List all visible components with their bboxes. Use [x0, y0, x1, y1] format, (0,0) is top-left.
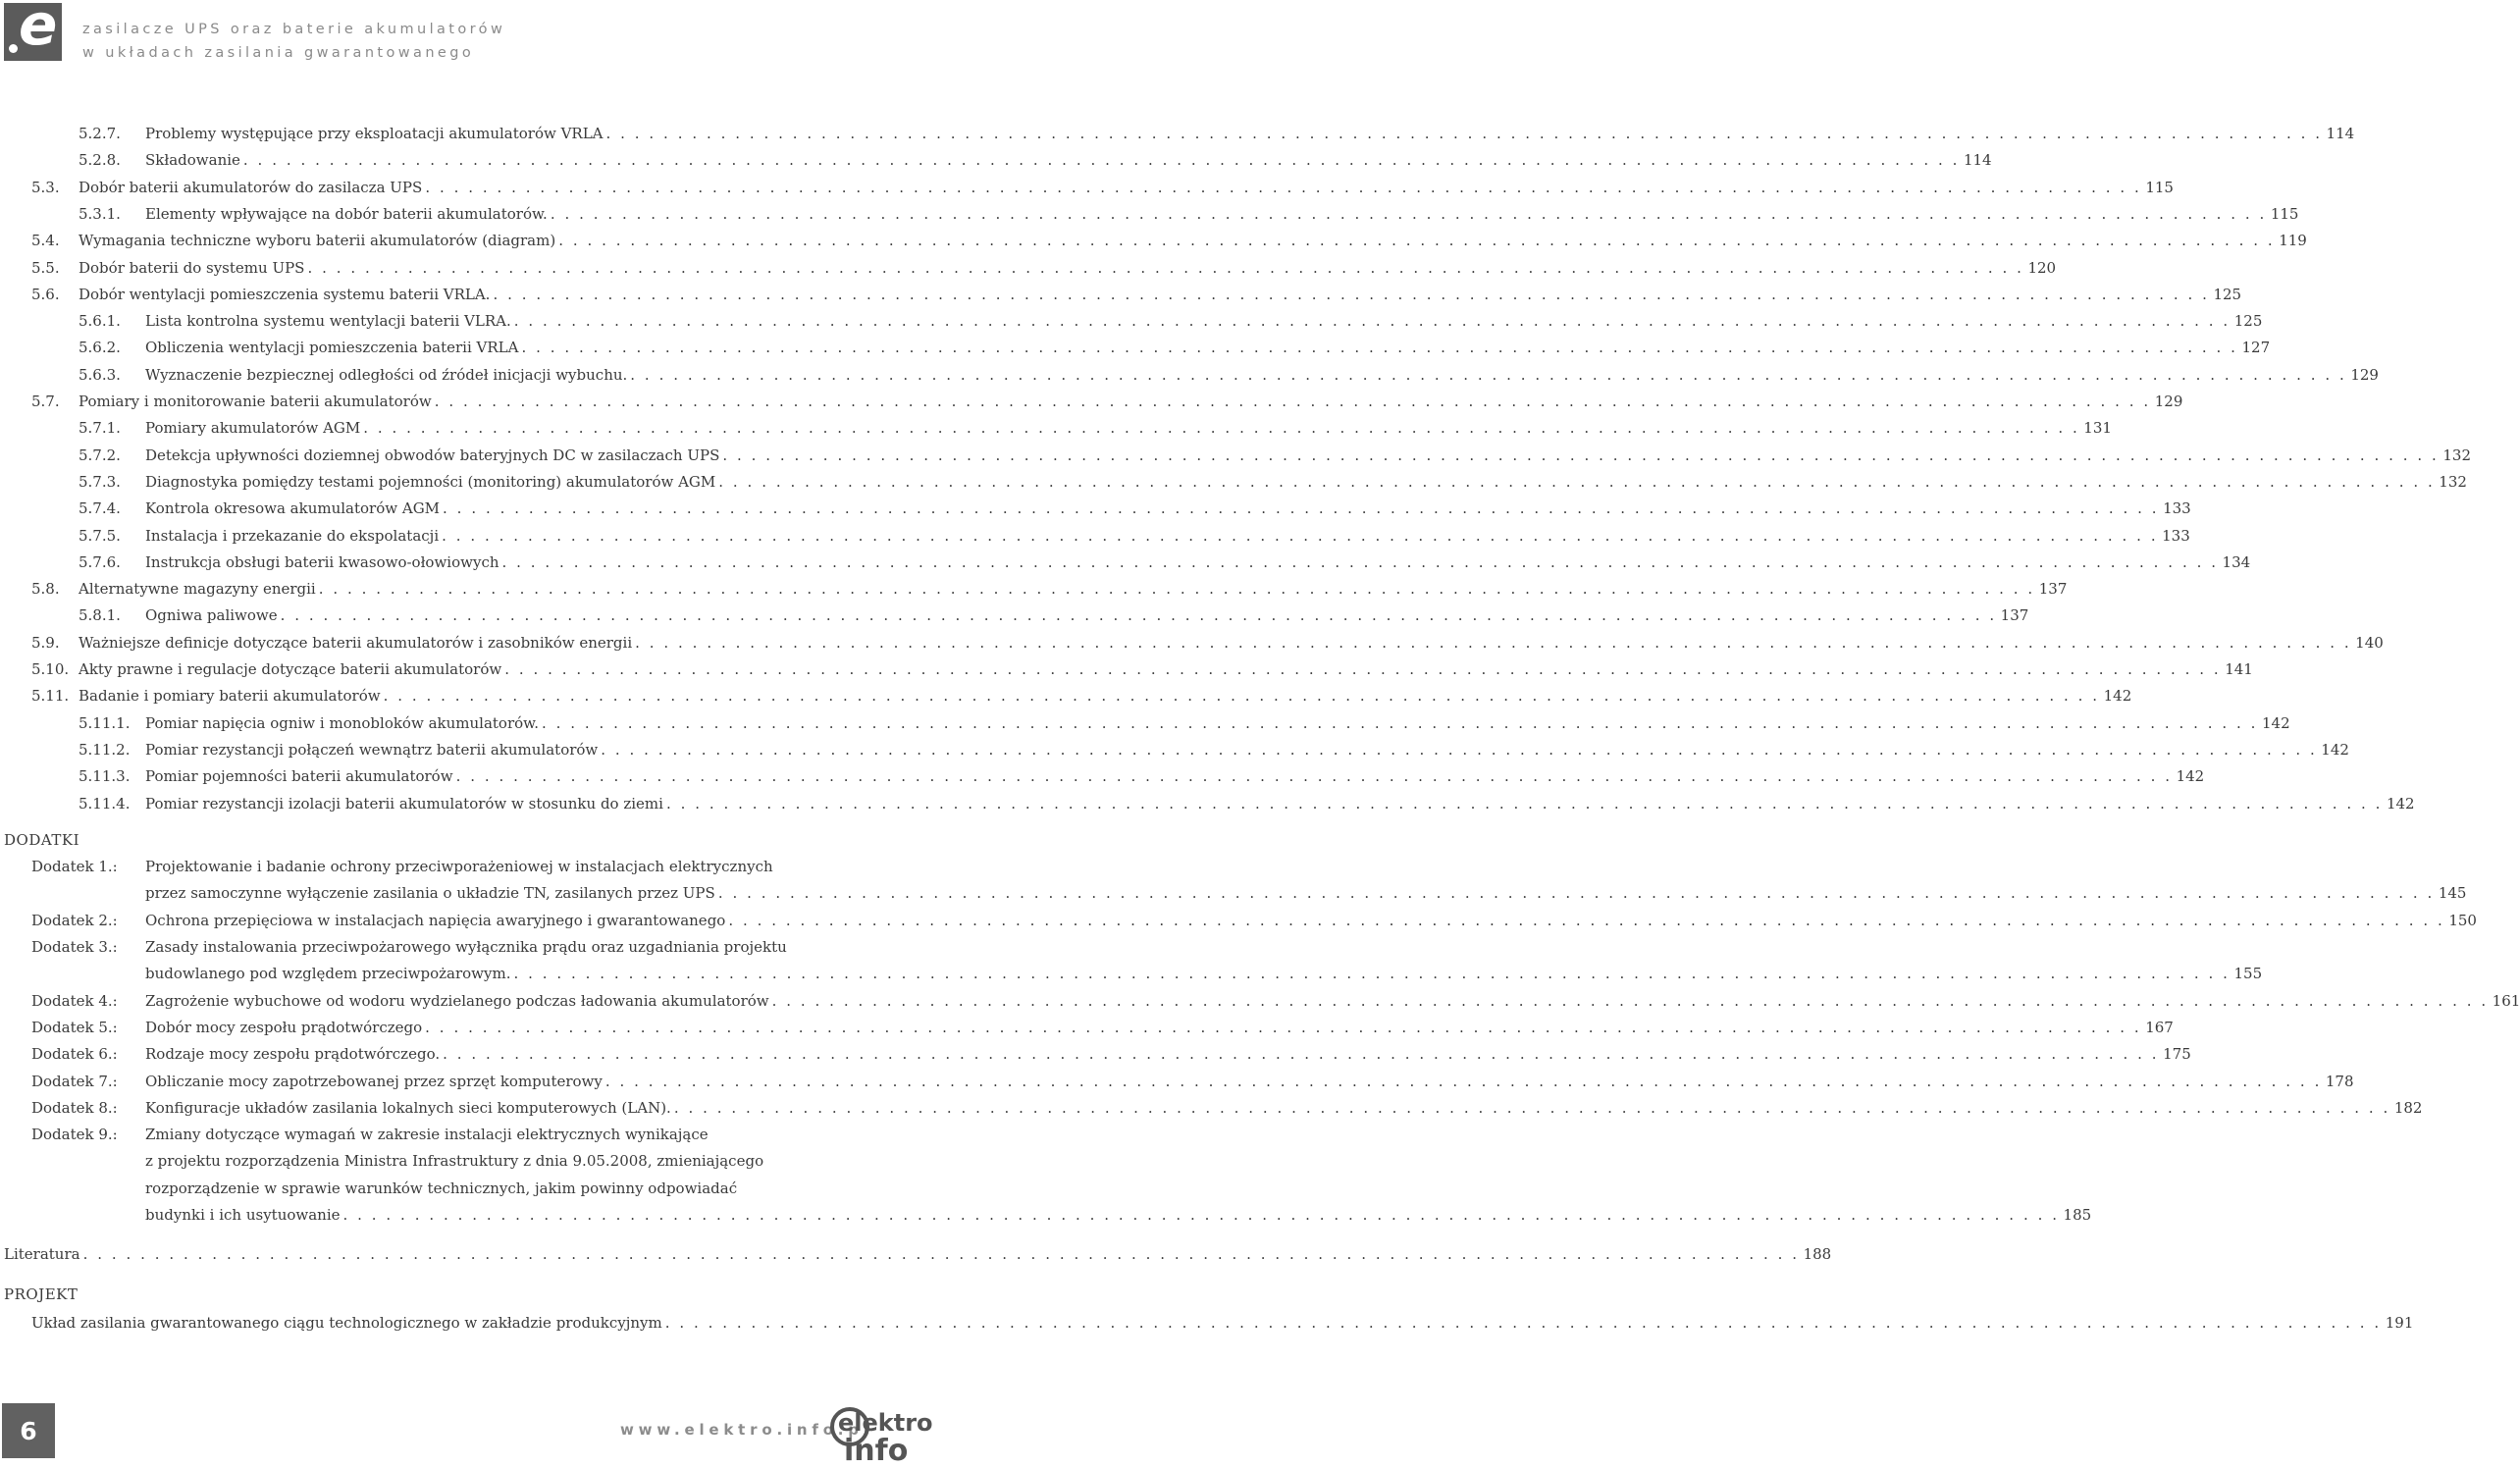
- dot-leader: . . . . . . . . . . . . . . . . . . . . . . . . . . . . . . . . . . . . . . . . . . . . . . . . . . . . . . . . . . . . . . . . . . . . . . . . . . . . . . . . . . . . . . . . . . . . . . . . . . . . . . . . . . . . . . . . . . . . . . . .: [558, 232, 2276, 250]
- dot-leader: . . . . . . . . . . . . . . . . . . . . . . . . . . . . . . . . . . . . . . . . . . . . . . . . . . . . . . . . . . . . . . . . . . . . . . . . . . . . . . . . . . . . . . . . . . . . . . . . . . . . . . . . . . . . . . . . . . . . . . . .: [318, 580, 2035, 599]
- entry-line: [79, 633, 2384, 653]
- dot-leader: . . . . . . . . . . . . . . . . . . . . . . . . . . . . . . . . . . . . . . . . . . . . . . . . . . . . . . . . . . . . . . . . . . . . . . . . . . . . . . . . . . . . . . . . . . . . . . . . . . . . . . . . . . . . . . . . . . . . . . . .: [307, 258, 2024, 277]
- entry-title: Wyznaczenie bezpiecznej odległości od źródeł inicjacji wybuchu.: [145, 365, 628, 384]
- entry-page: 167: [2145, 1018, 2174, 1036]
- toc-entry: [0, 311, 2263, 331]
- toc-entry: [0, 258, 2057, 278]
- toc-entry: [0, 579, 2068, 599]
- dot-leader: . . . . . . . . . . . . . . . . . . . . . . . . . . . . . . . . . . . . . . . . . . . . . . . . . . . . . . . . . . . . . . . . . . . . . . . . . . . . . . . . . . . . . . . . . . . . . . . . . . . . . . . . . . . . . . . . . . . . . . . .: [493, 285, 2210, 303]
- toc-entry: [0, 552, 2251, 572]
- entry-page: 145: [2438, 884, 2467, 903]
- appendix-label: Dodatek 6.:: [31, 1045, 118, 1064]
- entry-title: Obliczanie mocy zapotrzebowanej przez sprzęt komputerowy: [145, 1072, 603, 1090]
- dot-leader: . . . . . . . . . . . . . . . . . . . . . . . . . . . . . . . . . . . . . . . . . . . . . . . . . . . . . . . . . . . . . . . . . . . . . . . . . . . . . . . . . . . . . . . . . . . . . . . . . . . . . . . . . . . . . . . . . . . . . . . .: [771, 991, 2489, 1010]
- entry-number: 5.7.3.: [79, 472, 121, 491]
- appendix-entry-line: [0, 1072, 2354, 1091]
- appendix-entry-line: [0, 991, 2520, 1011]
- entry-line: [145, 150, 1992, 170]
- entry-title: Dobór baterii do systemu UPS: [79, 258, 305, 277]
- entry-number: 5.8.1.: [79, 606, 121, 625]
- entry-page: 127: [2241, 339, 2271, 357]
- entry-title: budynki i ich usytuowanie: [145, 1206, 341, 1224]
- entry-title: Projektowanie i badanie ochrony przeciwporażeniowej w instalacjach elektrycznych: [145, 858, 773, 876]
- entry-title: Problemy występujące przy eksploatacji akumulatorów VRLA: [145, 125, 604, 142]
- entry-page: 150: [2448, 911, 2477, 929]
- entry-number: 5.7.1.: [79, 419, 121, 438]
- toc-entry: [0, 605, 2029, 625]
- section-heading: PROJEKT: [4, 1284, 79, 1303]
- entry-line: [79, 285, 2242, 304]
- entry-line: [145, 794, 2415, 813]
- entry-page: 141: [2225, 660, 2253, 678]
- toc-entry: [0, 446, 2472, 465]
- toc-entry: [0, 740, 2349, 760]
- dot-leader: . . . . . . . . . . . . . . . . . . . . . . . . . . . . . . . . . . . . . . . . . . . . . . . . . . . . . . . . . . . . . . . . . . . . . . . . . . . . . . . . . . . . . . . . . . . . . . . . . . . . . . . . . . . . . . . . . . . . . . . .: [601, 740, 2318, 759]
- projekt-entry: [0, 1313, 2414, 1333]
- entry-line: [145, 365, 2379, 385]
- toc-entry: [0, 231, 2307, 250]
- page-number-box: [2, 1403, 55, 1458]
- dot-leader: . . . . . . . . . . . . . . . . . . . . . . . . . . . . . . . . . . . . . . . . . . . . . . . . . . . . . . . . . . . . . . . . . . . . . . . . . . . . . . . . . . . . . . . . . . . . . . . . . . . . . . . . . . . . . . . . . . . . . . . .: [550, 204, 2267, 223]
- entry-number: 5.3.1.: [79, 204, 121, 223]
- entry-page: 142: [2103, 687, 2132, 706]
- entry-number: 5.6.3.: [79, 365, 121, 384]
- appendix-label: Dodatek 4.:: [31, 991, 118, 1010]
- entry-title: Dobór mocy zespołu prądotwórczego: [145, 1018, 423, 1036]
- toc-entry: [0, 526, 2190, 546]
- entry-number: 5.11.2.: [79, 740, 131, 759]
- entry-page: 142: [2321, 740, 2349, 759]
- dot-leader: . . . . . . . . . . . . . . . . . . . . . . . . . . . . . . . . . . . . . . . . . . . . . . . . . . . . . . . . . . . . . . . . . . . . . . . . . . . . . . . . . . . . . . . . . . . . . . . . . . . . . . . . . . . . . . . . . . . . . . . .: [504, 660, 2222, 678]
- entry-page: 131: [2083, 419, 2112, 438]
- toc-entry: [0, 392, 2183, 411]
- entry-page: 125: [2233, 312, 2263, 331]
- toc-entry: [0, 178, 2174, 197]
- logo-letter: e: [19, 0, 58, 58]
- dot-leader: . . . . . . . . . . . . . . . . . . . . . . . . . . . . . . . . . . . . . . . . . . . . . . . . . . . . . . . . . . . . . . . . . . . . . . . . . . . . . . . . . . . . . . . . . . . . . . . . . . . . . . . . . . . . . . . . . . . . . . . .: [605, 125, 2323, 142]
- entry-title: rozporządzenie w sprawie warunków technicznych, jakim powinny odpowiadać: [145, 1179, 738, 1197]
- appendix-label: Dodatek 1.:: [31, 858, 118, 876]
- entry-title: Instrukcja obsługi baterii kwasowo-ołowiowych: [145, 552, 499, 571]
- elektro-info-logo: [830, 1399, 942, 1468]
- literatura-entry: [0, 1244, 1832, 1264]
- appendix-entry-line: [0, 1179, 942, 1198]
- appendix-entry-line: [0, 1205, 2092, 1225]
- entry-page: 115: [2270, 204, 2299, 223]
- entry-number: 5.11.: [31, 687, 70, 706]
- entry-title: Ważniejsze definicje dotyczące baterii akumulatorów i zasobników energii: [79, 633, 633, 652]
- entry-line: [145, 964, 2263, 983]
- dot-leader: . . . . . . . . . . . . . . . . . . . . . . . . . . . . . . . . . . . . . . . . . . . . . . . . . . . . . . . . . . . . . . . . . . . . . . . . . . . . . . . . . . . . . . . . . . . . . . . . . . . . . . . . . . . . . . . . . . . . . . . .: [425, 1018, 2142, 1036]
- e-logo: [4, 0, 62, 61]
- entry-line: [145, 740, 2349, 760]
- entry-line: [4, 1244, 1832, 1264]
- entry-page: 132: [2442, 446, 2472, 464]
- entry-page: 114: [1963, 151, 1992, 170]
- toc-entry: [0, 204, 2299, 224]
- entry-title: Ochrona przepięciowa w instalacjach napięcia awaryjnego i gwarantowanego: [145, 911, 726, 929]
- website-url: www.elektro.info.pl: [620, 1421, 873, 1439]
- entry-page: 125: [2213, 285, 2242, 303]
- toc-entry: [0, 659, 2253, 679]
- dot-leader: . . . . . . . . . . . . . . . . . . . . . . . . . . . . . . . . . . . . . . . . . . . . . . . . . . . . . . . . . . . . . . . . . . . . . . . . . . . . . . . . . . . . . . . . . . . . . . . . . . . . . . . . . . . . . . . . . . . . . . . .: [501, 552, 2219, 571]
- entry-title: przez samoczynne wyłączenie zasilania o układzie TN, zasilanych przez UPS: [145, 884, 715, 903]
- page-number: 6: [20, 1416, 37, 1445]
- entry-page: 137: [2000, 606, 2029, 625]
- entry-title: Układ zasilania gwarantowanego ciągu technologicznego w zakładzie produkcyjnym: [31, 1313, 662, 1332]
- dot-leader: . . . . . . . . . . . . . . . . . . . . . . . . . . . . . . . . . . . . . . . . . . . . . . . . . . . . . . . . . . . . . . . . . . . . . . . . . . . . . . . . . . . . . . . . . . . . . . . . . . . . . . . . . . . . . . . . . . . . . . . .: [630, 365, 2347, 384]
- dot-leader: . . . . . . . . . . . . . . . . . . . . . . . . . . . . . . . . . . . . . . . . . . . . . . . . . . . . . . . . . . . . . . . . . . . . . . . . . . . . . . . . . . . . . . . . . . . . . . . . . . . . . . . . . . . . . . . . . . . . . . . .: [541, 713, 2258, 732]
- dot-leader: . . . . . . . . . . . . . . . . . . . . . . . . . . . . . . . . . . . . . . . . . . . . . . . . . . . . . . . . . . . . . . . . . . . . . . . . . . . . . . . . . . . . . . . . . . . . . . . . . . . . . . . . . . . . . . . . . . . . . . . .: [521, 339, 2238, 357]
- entry-number: 5.2.7.: [79, 125, 121, 142]
- dot-leader: . . . . . . . . . . . . . . . . . . . . . . . . . . . . . . . . . . . . . . . . . . . . . . . . . . . . . . . . . . . . . . . . . . . . . . . . . . . . . . . . . . . . . . . . . . . . . . . . . . . . . . . . . . . . . . . . . . . . . . . .: [455, 767, 2173, 786]
- toc-entry: [0, 472, 2467, 492]
- entry-title: Dobór wentylacji pomieszczenia systemu baterii VRLA.: [79, 285, 491, 303]
- dot-leader: . . . . . . . . . . . . . . . . . . . . . . . . . . . . . . . . . . . . . . . . . . . . . . . . . . . . . . . . . . . . . . . . . . . . . . . . . . . . . . . . . . . . . . . . . . . . . . . . . . . . . . . . . . . . . . . . . . . . . . . .: [664, 1313, 2382, 1332]
- entry-title: Pomiary i monitorowanie baterii akumulatorów: [79, 393, 432, 410]
- entry-title: Zasady instalowania przeciwpożarowego wyłącznika prądu oraz uzgadniania projektu: [145, 938, 787, 956]
- appendix-entry-line: [0, 1044, 2191, 1064]
- entry-title: Zagrożenie wybuchowe od wodoru wydzielanego podczas ładowania akumulatorów: [145, 991, 769, 1010]
- appendix-label: Dodatek 7.:: [31, 1072, 118, 1090]
- entry-line: [145, 338, 2271, 357]
- entry-line: [31, 1313, 2414, 1333]
- entry-number: 5.7.5.: [79, 526, 121, 545]
- entry-title: Konfiguracje układów zasilania lokalnych sieci komputerowych (LAN).: [145, 1098, 671, 1117]
- svg-text:info: info: [844, 1434, 909, 1468]
- entry-title: Ogniwa paliwowe: [145, 606, 278, 625]
- toc-entry: [0, 633, 2384, 653]
- entry-title: budowlanego pod względem przeciwpożarowym.: [145, 965, 511, 983]
- entry-title: Detekcja upływności doziemnej obwodów bateryjnych DC w zasilaczach UPS: [145, 446, 720, 464]
- entry-number: 5.7.2.: [79, 446, 121, 464]
- entry-line: [145, 124, 2355, 143]
- entry-line: [145, 605, 2029, 625]
- dot-leader: . . . . . . . . . . . . . . . . . . . . . . . . . . . . . . . . . . . . . . . . . . . . . . . . . . . . . . . . . . . . . . . . . . . . . . . . . . . . . . . . . . . . . . . . . . . . . . . . . . . . . . . . . . . . . . . . . . . . . . . .: [443, 499, 2160, 518]
- entry-number: 5.8.: [31, 580, 60, 599]
- dot-leader: . . . . . . . . . . . . . . . . . . . . . . . . . . . . . . . . . . . . . . . . . . . . . . . . . . . . . . . . . . . . . . . . . . . . . . . . . . . . . . . . . . . . . . . . . . . . . . . . . . . . . . . . . . . . . . . . . . . . . . . .: [434, 393, 2151, 410]
- toc-entry: [0, 498, 2191, 518]
- entry-line: [145, 1205, 2092, 1225]
- appendix-entry-line: [0, 1018, 2174, 1037]
- entry-line: [145, 1044, 2191, 1064]
- entry-number: 5.7.6.: [79, 552, 121, 571]
- dot-leader: . . . . . . . . . . . . . . . . . . . . . . . . . . . . . . . . . . . . . . . . . . . . . . . . . . . . . . . . . . . . . . . . . . . . . . . . . . . . . . . . . . . . . . . . . . . . . . . . . . . . . . . . . . . . . . . . . . . . . . . .: [425, 178, 2142, 196]
- entry-number: 5.11.3.: [79, 767, 131, 786]
- dodatki-heading-row: [0, 830, 942, 850]
- appendix-entry-line: [0, 883, 2467, 903]
- entry-page: 142: [2262, 713, 2290, 732]
- entry-title: Dobór baterii akumulatorów do zasilacza UPS: [79, 178, 423, 196]
- entry-title: Instalacja i przekazanie do ekspolatacji: [145, 526, 440, 545]
- entry-title: Wymagania techniczne wyboru baterii akumulatorów (diagram): [79, 232, 556, 250]
- entry-title: Elementy wpływające na dobór baterii akumulatorów.: [145, 204, 548, 223]
- appendix-entry-line: [0, 911, 2477, 930]
- entry-page: 142: [2176, 767, 2205, 786]
- entry-title: Pomiar rezystancji połączeń wewnątrz baterii akumulatorów: [145, 740, 599, 759]
- entry-title: Lista kontrolna systemu wentylacji baterii VLRA.: [145, 312, 511, 331]
- appendix-entry-line: [0, 964, 2263, 983]
- entry-page: 161: [2492, 991, 2520, 1010]
- dot-leader: . . . . . . . . . . . . . . . . . . . . . . . . . . . . . . . . . . . . . . . . . . . . . . . . . . . . . . . . . . . . . . . . . . . . . . . . . . . . . . . . . . . . . . . . . . . . . . . . . . . . . . . . . . . . . . . . . . . . . . . .: [242, 151, 1960, 170]
- entry-page: 119: [2279, 232, 2307, 250]
- entry-title: Alternatywne magazyny energii: [79, 580, 316, 599]
- dot-leader: . . . . . . . . . . . . . . . . . . . . . . . . . . . . . . . . . . . . . . . . . . . . . . . . . . . . . . . . . . . . . . . . . . . . . . . . . . . . . . . . . . . . . . . . . . . . . . . . . . . . . . . . . . . . . . . . . . . . . . . .: [280, 606, 1997, 625]
- entry-line: [79, 231, 2307, 250]
- entry-title: Pomiar napięcia ogniw i monobloków akumulatorów.: [145, 713, 539, 732]
- entry-page: 185: [2063, 1206, 2092, 1224]
- entry-title: Akty prawne i regulacje dotyczące baterii akumulatorów: [79, 660, 502, 678]
- dot-leader: . . . . . . . . . . . . . . . . . . . . . . . . . . . . . . . . . . . . . . . . . . . . . . . . . . . . . . . . . . . . . . . . . . . . . . . . . . . . . . . . . . . . . . . . . . . . . . . . . . . . . . . . . . . . . . . . . . . . . . . .: [722, 446, 2440, 464]
- entry-title: Diagnostyka pomiędzy testami pojemności (monitoring) akumulatorów AGM: [145, 472, 716, 491]
- entry-line: [79, 178, 2174, 197]
- toc-entry: [0, 794, 2415, 813]
- dot-leader: . . . . . . . . . . . . . . . . . . . . . . . . . . . . . . . . . . . . . . . . . . . . . . . . . . . . . . . . . . . . . . . . . . . . . . . . . . . . . . . . . . . . . . . . . . . . . . . . . . . . . . . . . . . . . . . . . . . . . . . .: [363, 419, 2080, 438]
- entry-number: 5.9.: [31, 633, 60, 652]
- entry-page: 120: [2027, 258, 2057, 277]
- entry-number: 5.10.: [31, 660, 70, 678]
- entry-line: [145, 1018, 2174, 1037]
- entry-line: [145, 526, 2190, 546]
- entry-line: [79, 686, 2132, 706]
- entry-page: 114: [2326, 125, 2355, 142]
- entry-page: 115: [2145, 178, 2174, 196]
- entry-number: 5.11.4.: [79, 794, 131, 813]
- entry-number: 5.5.: [31, 258, 60, 277]
- entry-page: 188: [1803, 1245, 1832, 1264]
- entry-page: 129: [2350, 365, 2379, 384]
- entry-page: 133: [2162, 526, 2190, 545]
- entry-page: 175: [2163, 1045, 2191, 1064]
- section-heading: DODATKI: [4, 830, 79, 849]
- entry-page: 133: [2163, 499, 2191, 518]
- appendix-label: Dodatek 9.:: [31, 1126, 118, 1144]
- series-title-line-1: zasilacze UPS oraz baterie akumulatorów: [82, 22, 506, 37]
- entry-page: 155: [2233, 965, 2263, 983]
- entry-title: Pomiar pojemności baterii akumulatorów: [145, 767, 453, 786]
- appendix-label: Dodatek 8.:: [31, 1098, 118, 1117]
- logo-dot: [9, 44, 18, 53]
- entry-page: 140: [2355, 633, 2384, 652]
- entry-number: 5.3.: [31, 178, 60, 196]
- entry-number: 5.6.: [31, 285, 60, 303]
- toc-entry: [0, 766, 2205, 786]
- entry-title: Pomiar rezystancji izolacji baterii akumulatorów w stosunku do ziemi: [145, 794, 663, 813]
- entry-line: [145, 204, 2299, 224]
- dot-leader: . . . . . . . . . . . . . . . . . . . . . . . . . . . . . . . . . . . . . . . . . . . . . . . . . . . . . . . . . . . . . . . . . . . . . . . . . . . . . . . . . . . . . . . . . . . . . . . . . . . . . . . . . . . . . . . . . . . . . . . .: [513, 965, 2231, 983]
- entry-number: 5.2.8.: [79, 151, 121, 170]
- entry-line: [145, 446, 2472, 465]
- appendix-entry-line: [0, 1151, 942, 1171]
- toc-entry: [0, 150, 1992, 170]
- toc-entry: [0, 124, 2355, 143]
- entry-page: 134: [2222, 552, 2251, 571]
- dot-leader: . . . . . . . . . . . . . . . . . . . . . . . . . . . . . . . . . . . . . . . . . . . . . . . . . . . . . . . . . . . . . . . . . . . . . . . . . . . . . . . . . . . . . . . . . . . . . . . . . . . . . . . . . . . . . . . . . . . . . . . .: [718, 472, 2436, 491]
- entry-page: 178: [2325, 1072, 2354, 1090]
- entry-title: Badanie i pomiary baterii akumulatorów: [79, 687, 381, 706]
- appendix-entry-line: [0, 937, 942, 957]
- dot-leader: . . . . . . . . . . . . . . . . . . . . . . . . . . . . . . . . . . . . . . . . . . . . . . . . . . . . . . . . . . . . . . . . . . . . . . . . . . . . . . . . . . . . . . . . . . . . . . . . . . . . . . . . . . . . . . . . . . . . . . . .: [673, 1098, 2390, 1117]
- entry-line: [145, 911, 2477, 930]
- entry-title: Pomiary akumulatorów AGM: [145, 419, 361, 438]
- toc-entry: [0, 686, 2132, 706]
- entry-page: 132: [2439, 472, 2467, 491]
- entry-line: [79, 258, 2057, 278]
- toc-entry: [0, 418, 2112, 438]
- entry-page: 137: [2038, 580, 2068, 599]
- dot-leader: . . . . . . . . . . . . . . . . . . . . . . . . . . . . . . . . . . . . . . . . . . . . . . . . . . . . . . . . . . . . . . . . . . . . . . . . . . . . . . . . . . . . . . . . . . . . . . . . . . . . . . . . . . . . . . . . . . . . . . . .: [665, 794, 2383, 813]
- entry-page: 142: [2386, 794, 2415, 813]
- dot-leader: . . . . . . . . . . . . . . . . . . . . . . . . . . . . . . . . . . . . . . . . . . . . . . . . . . . . . . . . . . . . . . . . . . . . . . . . . . . . . . . . . . . . . . . . . . . . . . . . . . . . . . . . . . . . . . . . . . . . . . . .: [442, 526, 2159, 545]
- entry-line: [145, 766, 2205, 786]
- entry-line: [145, 311, 2263, 331]
- appendix-label: Dodatek 3.:: [31, 938, 118, 956]
- entry-line: [79, 579, 2068, 599]
- entry-line: [145, 883, 2467, 903]
- entry-title: Literatura: [4, 1245, 80, 1264]
- toc-entry: [0, 285, 2242, 304]
- entry-line: [79, 659, 2253, 679]
- appendix-label: Dodatek 5.:: [31, 1018, 118, 1036]
- entry-number: 5.7.4.: [79, 499, 121, 518]
- entry-number: 5.4.: [31, 232, 60, 250]
- svg-text:elektro: elektro: [838, 1409, 933, 1437]
- entry-number: 5.6.1.: [79, 312, 121, 331]
- page-header: [0, 0, 942, 69]
- toc-entry: [0, 365, 2379, 385]
- entry-number: 5.11.1.: [79, 713, 131, 732]
- dot-leader: . . . . . . . . . . . . . . . . . . . . . . . . . . . . . . . . . . . . . . . . . . . . . . . . . . . . . . . . . . . . . . . . . . . . . . . . . . . . . . . . . . . . . . . . . . . . . . . . . . . . . . . . . . . . . . . . . . . . . . . .: [635, 633, 2352, 652]
- dot-leader: . . . . . . . . . . . . . . . . . . . . . . . . . . . . . . . . . . . . . . . . . . . . . . . . . . . . . . . . . . . . . . . . . . . . . . . . . . . . . . . . . . . . . . . . . . . . . . . . . . . . . . . . . . . . . . . . . . . . . . . .: [443, 1045, 2160, 1064]
- entry-title: Zmiany dotyczące wymagań w zakresie instalacji elektrycznych wynikające: [145, 1126, 709, 1144]
- entry-line: [145, 1072, 2354, 1091]
- dot-leader: . . . . . . . . . . . . . . . . . . . . . . . . . . . . . . . . . . . . . . . . . . . . . . . . . . . . . . . . . . . . . . . . . . . . . . . . . . . . . . . . . . . . . . . . . . . . . . . . . . . . . . . . . . . . . . . . . . . . . . . .: [604, 1072, 2322, 1090]
- entry-title: z projektu rozporządzenia Ministra Infrastruktury z dnia 9.05.2008, zmieniającego: [145, 1152, 764, 1171]
- entry-page: 129: [2154, 393, 2183, 410]
- dot-leader: . . . . . . . . . . . . . . . . . . . . . . . . . . . . . . . . . . . . . . . . . . . . . . . . . . . . . . . . . . . . . . . . . . . . . . . . . . . . . . . . . . . . . . . . . . . . . . . . . . . . . . . . . . . . . . . . . . . . . . . .: [383, 687, 2100, 706]
- entry-line: [145, 498, 2191, 518]
- dot-leader: . . . . . . . . . . . . . . . . . . . . . . . . . . . . . . . . . . . . . . . . . . . . . . . . . . . . . . . . . . . . . . . . . . . . . . . . . . . . . . . . . . . . . . . . . . . . . . . . . . . . . . . . . . . . . . . . . . . . . . . .: [342, 1206, 2060, 1224]
- entry-number: 5.7.: [31, 393, 60, 410]
- dot-leader: . . . . . . . . . . . . . . . . . . . . . . . . . . . . . . . . . . . . . . . . . . . . . . . . . . . . . . . . . . . . . . . . . . . . . . . . . . . . . . . . . . . . . . . . . . . . . . . . . . . . . . . . . . . . . . . . . . . . . . . .: [717, 884, 2435, 903]
- entry-line: [145, 552, 2251, 572]
- appendix-entry-line: [0, 1125, 942, 1144]
- series-title-line-2: w układach zasilania gwarantowanego: [82, 45, 475, 61]
- appendix-entry-line: [0, 1098, 2423, 1118]
- entry-title: Kontrola okresowa akumulatorów AGM: [145, 499, 441, 518]
- entry-line: [145, 418, 2112, 438]
- dot-leader: . . . . . . . . . . . . . . . . . . . . . . . . . . . . . . . . . . . . . . . . . . . . . . . . . . . . . . . . . . . . . . . . . . . . . . . . . . . . . . . . . . . . . . . . . . . . . . . . . . . . . . . . . . . . . . . . . . . . . . . .: [513, 312, 2231, 331]
- entry-page: 191: [2385, 1313, 2414, 1332]
- toc-entry: [0, 338, 2271, 357]
- entry-line: [145, 991, 2520, 1011]
- entry-title: Składowanie: [145, 151, 240, 170]
- entry-line: [79, 392, 2183, 411]
- entry-title: Obliczenia wentylacji pomieszczenia baterii VRLA: [145, 339, 519, 357]
- entry-line: [145, 472, 2467, 492]
- projekt-heading-row: [0, 1284, 942, 1304]
- appendix-entry-line: [0, 857, 942, 876]
- page-footer: [0, 1393, 942, 1468]
- entry-line: [145, 1098, 2423, 1118]
- dot-leader: . . . . . . . . . . . . . . . . . . . . . . . . . . . . . . . . . . . . . . . . . . . . . . . . . . . . . . . . . . . . . . . . . . . . . . . . . . . . . . . . . . . . . . . . . . . . . . . . . . . . . . . . . . . . . . . . . . . . . . . .: [82, 1245, 1800, 1264]
- appendix-label: Dodatek 2.:: [31, 911, 118, 929]
- entry-line: [145, 713, 2290, 733]
- entry-number: 5.6.2.: [79, 339, 121, 357]
- toc-entry: [0, 713, 2290, 733]
- entry-title: Rodzaje mocy zespołu prądotwórczego.: [145, 1045, 441, 1064]
- dot-leader: . . . . . . . . . . . . . . . . . . . . . . . . . . . . . . . . . . . . . . . . . . . . . . . . . . . . . . . . . . . . . . . . . . . . . . . . . . . . . . . . . . . . . . . . . . . . . . . . . . . . . . . . . . . . . . . . . . . . . . . .: [728, 911, 2445, 929]
- entry-page: 182: [2393, 1098, 2423, 1117]
